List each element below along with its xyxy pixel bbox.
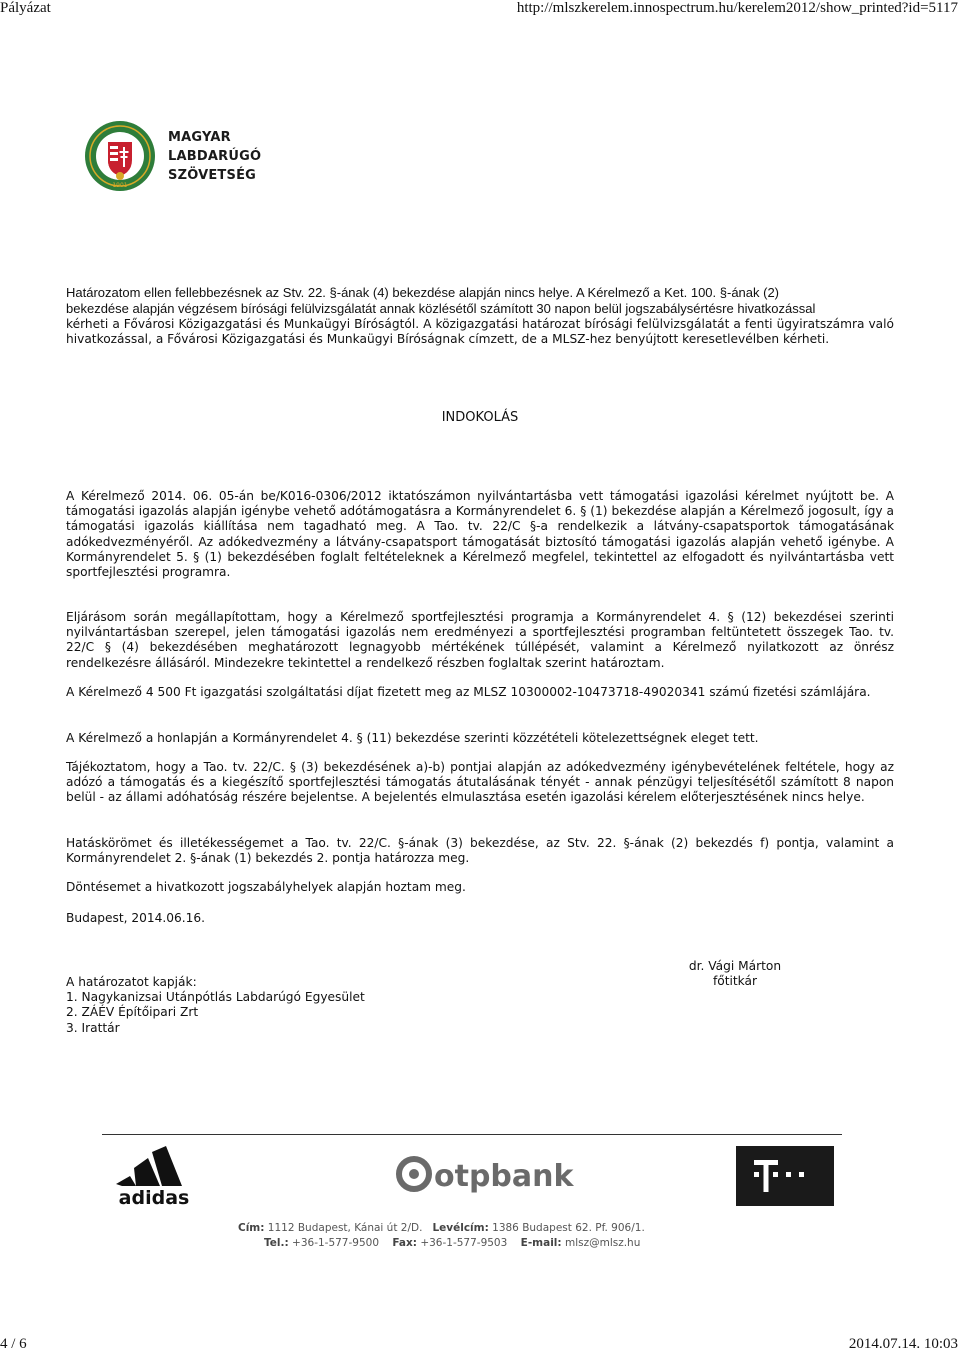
- contact-mail: 1386 Budapest 62. Pf. 906/1.: [492, 1222, 645, 1234]
- adidas-wordmark: adidas: [118, 1187, 190, 1208]
- competence-paragraph: Hatáskörömet és illetékességemet a Tao. tv. 22/C. §-ának (3) bekezdése, az Stv. 22. §-ának (2) bekezdés f) pontja, valamint a Kormányrendelet 2. §-ának (1) bekezdés 2. pontja határozza meg.: [66, 836, 894, 866]
- appeal-line-1: Határozatom ellen fellebbezésnek az Stv. 22. §-ának (4) bekezdése alapján nincs helye. A Kérelmező a Ket. 100. §-ának (2): [66, 285, 780, 300]
- crest-year: 1901: [112, 182, 128, 189]
- contact-line-1: Cím: 1112 Budapest, Kánai út 2/D. Levélcím: 1386 Budapest 62. Pf. 906/1.: [238, 1222, 645, 1234]
- fee-paragraph: A Kérelmező 4 500 Ft igazgatási szolgáltatási díjat fizetett meg az MLSZ 10300002-10473718-49020341 számú fizetési számlájára.: [66, 685, 871, 699]
- contact-fax: +36-1-577-9503: [420, 1237, 508, 1249]
- publish-paragraph: A Kérelmező a honlapján a Kormányrendelet 4. § (11) bekezdése szerinti közzétételi kötelezettségnek eleget tett.: [66, 731, 759, 745]
- inform-paragraph: Tájékoztatom, hogy a Tao. tv. 22/C. § (3) bekezdésének a)-b) pontjai alapján az adókedvezmény igénybevételének feltétele, hogy az adózó a támogatás és a kiegészítő sportfejlesztési támogatás átutalásának tényét - annak pénzügyi teljesítésétől számított 8 napon belül - az állami adóhatóság részére bejelentse. A bejelentés elmulasztása esetén igazolási kérelem előterjesztésének nincs helye.: [66, 760, 894, 805]
- recipient-item: 2. ZÁÉV Építőipari Zrt: [66, 1005, 199, 1020]
- print-footer-timestamp: 2014.07.14. 10:03: [848, 1336, 958, 1352]
- contact-line-2: Tel.: +36-1-577-9500 Fax: +36-1-577-9503 E-mail: mlsz@mlsz.hu: [264, 1237, 641, 1249]
- contact-block: [238, 1221, 758, 1251]
- print-header-title: Pályázat: [0, 0, 51, 16]
- otp-wordmark: otpbank: [434, 1159, 574, 1194]
- print-header-url: http://mlszkerelem.innospectrum.hu/kerelem2012/show_printed?id=5117: [516, 0, 958, 16]
- appeal-paragraph: [66, 285, 894, 317]
- place-date: Budapest, 2014.06.16.: [66, 911, 206, 925]
- decision-paragraph: Döntésemet a hivatkozott jogszabályhelyek alapján hoztam meg.: [66, 880, 466, 894]
- mlsz-crest-icon: [84, 120, 156, 192]
- appeal-paragraph-cont: kérheti a Fővárosi Közigazgatási és Munkaügyi Bíróságtól. A közigazgatási határozat bírósági felülvizsgálatát a fenti ügyiratszámra való hivatkozással, a Fővárosi Közigazgatási és Munkaügyi Bíróságnak címzett, de a MLSZ-hez benyújtott keresetlevélben kérheti.: [66, 317, 894, 347]
- recipients-block: [66, 975, 466, 1036]
- reason-paragraph-2: Eljárásom során megállapítottam, hogy a Kérelmező sportfejlesztési programja a Kormányrendelet 4. § (12) bekezdései szerinti nyilvántartásban szerepel, jelen támogatási igazolás nem eredményezi a sportfejlesztési programban feltüntetett összegek Tao. tv. 22/C § (4) bekezdésében meghatározott legnagyobb mértékének túllépését, valamint a Kérelmező nyilatkozott az önrész rendelkezésre állásáról. Mindezekre tekintettel a rendelkező részben foglaltak szerint határoztam.: [66, 610, 894, 670]
- indokolas-heading: INDOKOLÁS: [441, 410, 519, 425]
- contact-address: 1112 Budapest, Kánai út 2/D.: [267, 1222, 423, 1234]
- recipients-title: A határozatot kapják:: [66, 975, 197, 989]
- signature-role: főtitkár: [712, 974, 757, 989]
- telekom-logo-icon: [736, 1146, 834, 1206]
- logo-line-2: LABDARÚGÓ: [168, 149, 262, 164]
- appeal-line-2: bekezdése alapján végzésem bírósági felülvizsgálatát annak közlésétől számított 30 napon belül jogszabálysértésre hivatkozással: [66, 301, 816, 316]
- logo-line-3: SZÖVETSÉG: [168, 168, 257, 183]
- reason-paragraph-1: A Kérelmező 2014. 06. 05-án be/K016-0306/2012 iktatószámon nyilvántartásba vett támogatási igazolási kérelmet nyújtott be. A támogatási igazolás alapján igénybe vehető adótámogatásra a Kormányrendelet 6. § (1) bekezdése alapján a Kérelmező jogosult, így a támogatási igazolás kiállítása nem tagadható meg. A Tao. tv. 22/C §-a rendelkezik a látvány-csapatsportok támogatásának adókedvezményéről. Az adókedvezmény a látvány-csapatsport támogatását biztosító támogatási igazolás alapján vehető igénybe. A Kormányrendelet 5. § (1) bekezdésében foglalt feltételeknek a Kérelmező megfelel, tekintettel az elfogadott és nyilvántartásba vett sportfejlesztési programra.: [66, 489, 894, 580]
- signature-name: dr. Vági Márton: [688, 959, 782, 973]
- recipient-item: 1. Nagykanizsai Utánpótlás Labdarúgó Egyesület: [66, 990, 365, 1005]
- signature-block: [660, 959, 810, 989]
- adidas-logo-icon: [108, 1146, 200, 1208]
- contact-email[interactable]: mlsz@mlsz.hu: [564, 1237, 641, 1249]
- logo-line-1: MAGYAR: [168, 130, 231, 145]
- footer-divider: [102, 1134, 842, 1135]
- logo-text: [168, 128, 261, 185]
- contact-phone: +36-1-577-9500: [292, 1237, 379, 1249]
- otpbank-logo-icon: [396, 1152, 576, 1196]
- recipient-item: 3. Irattár: [66, 1020, 120, 1035]
- print-footer-page: 4 / 6: [0, 1336, 27, 1352]
